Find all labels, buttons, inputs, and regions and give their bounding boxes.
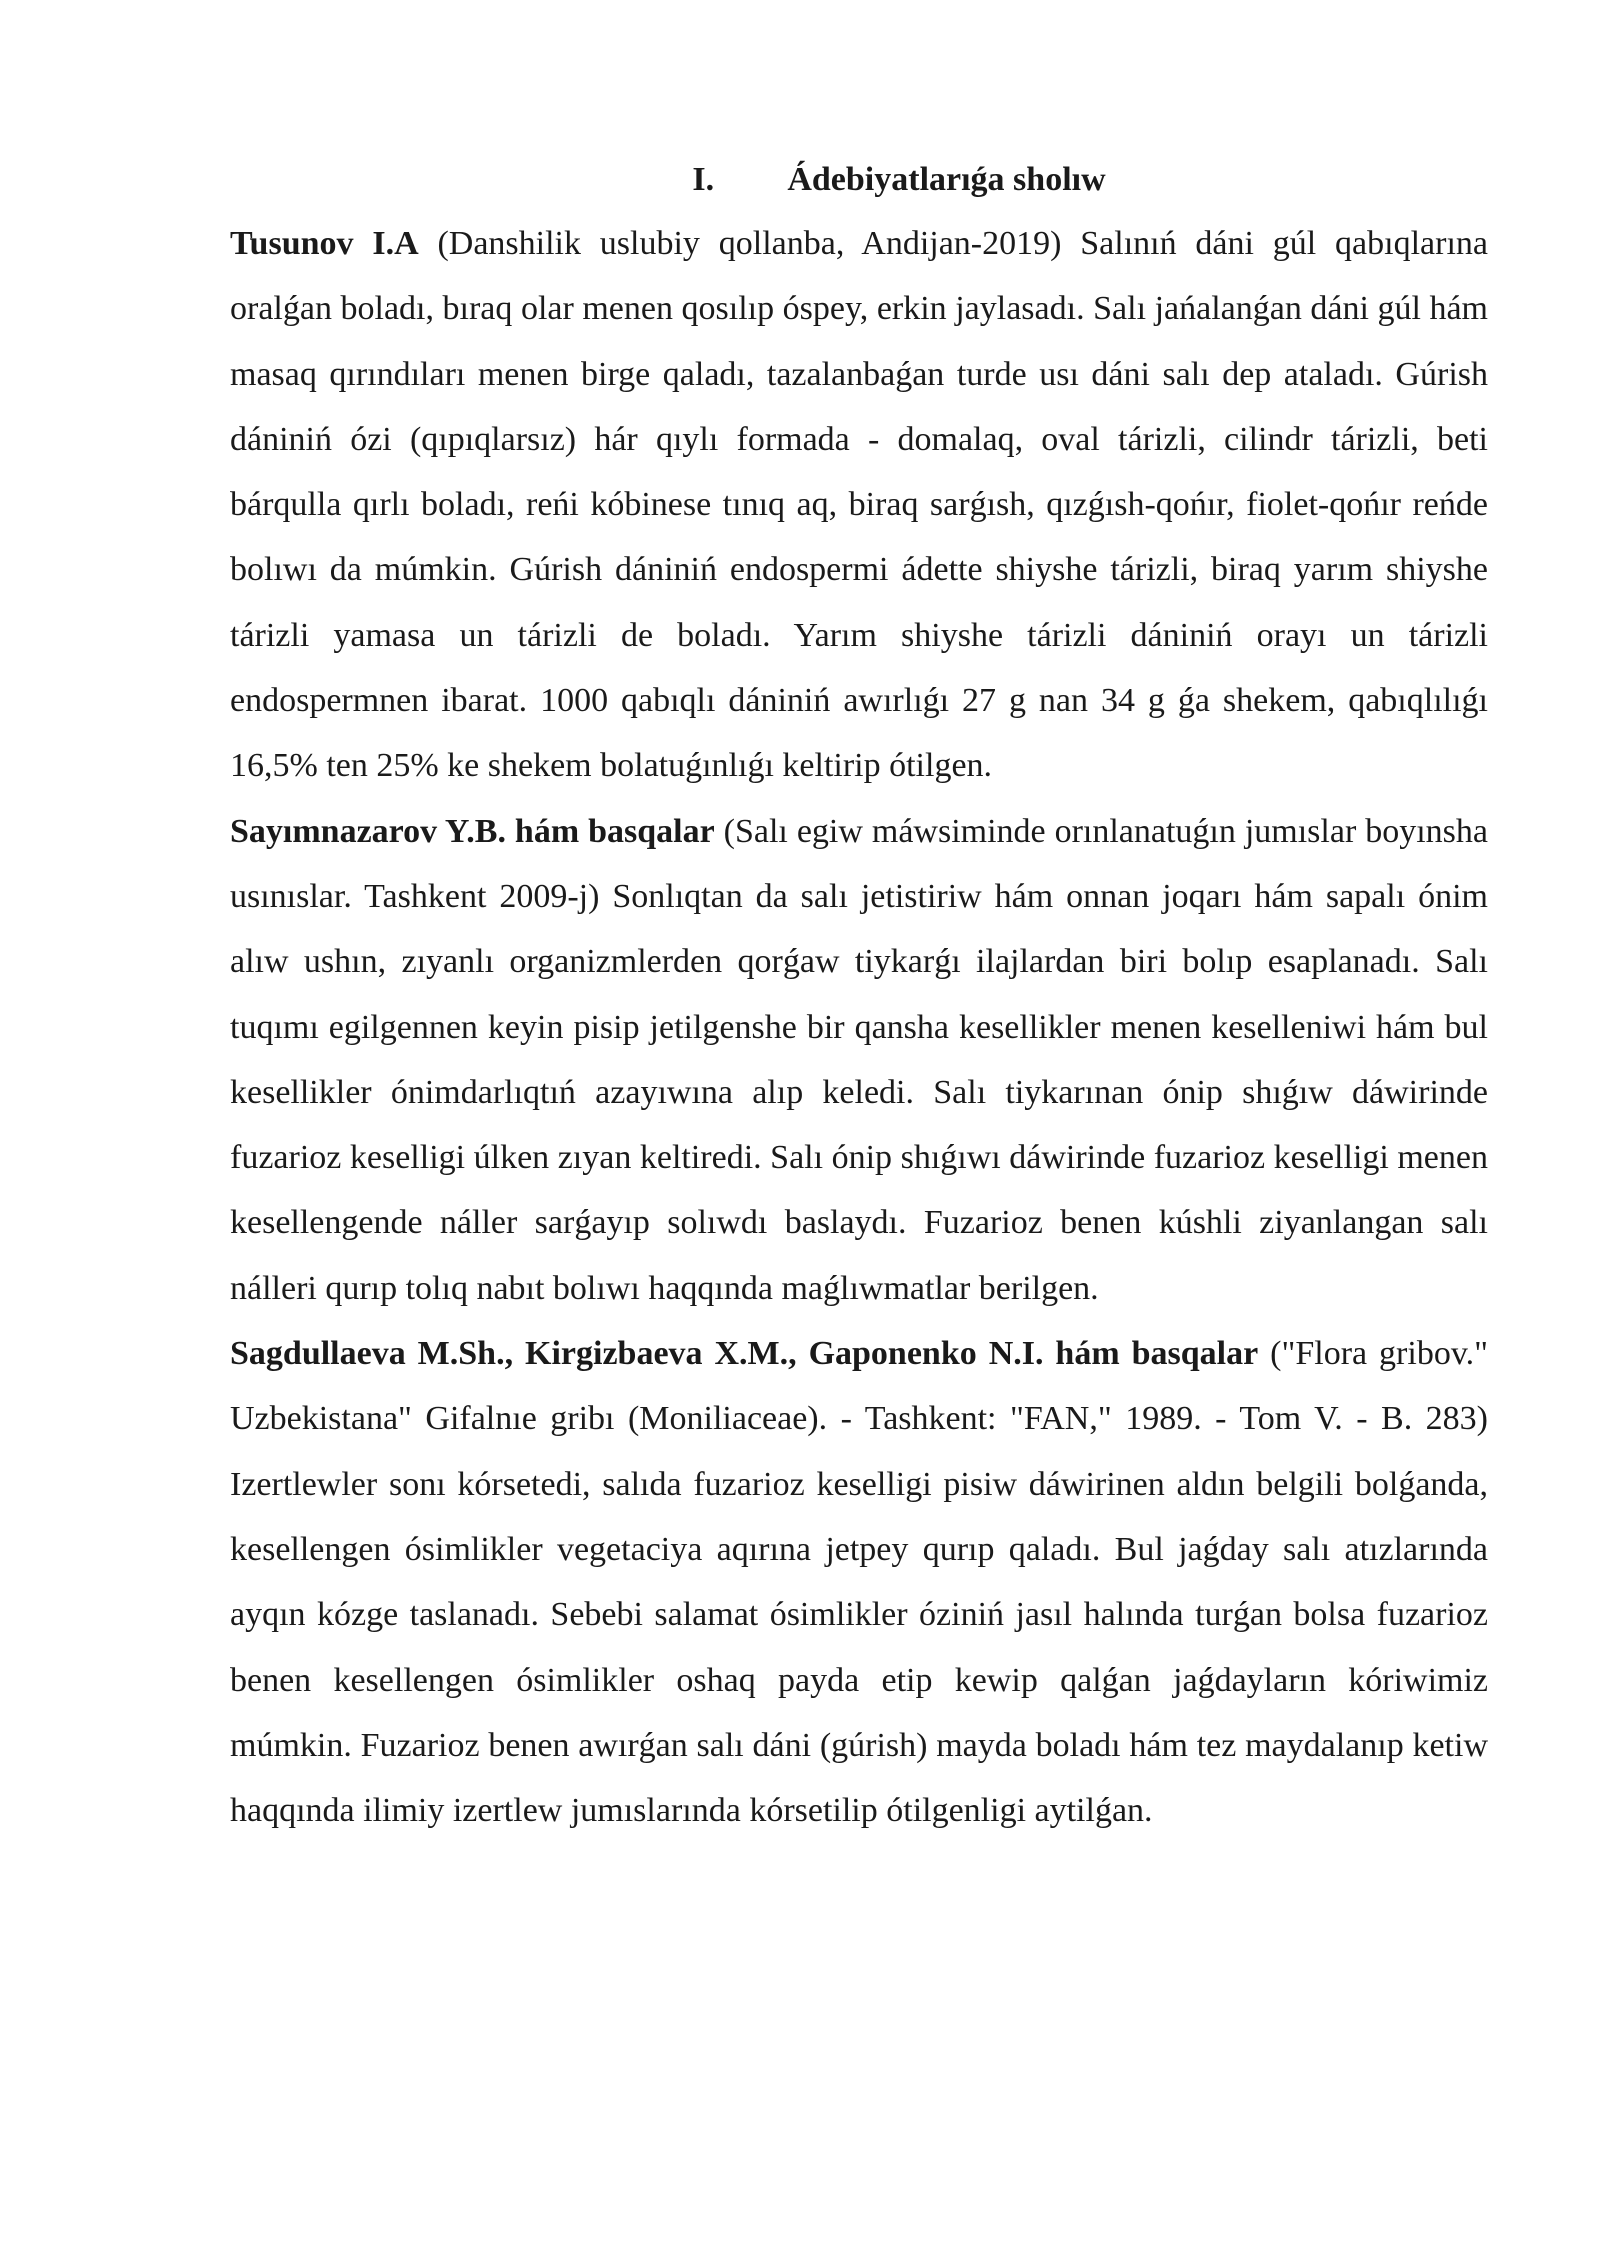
literature-entry-sayimnazarov bbox=[230, 799, 1488, 1321]
entry-text: (Danshilik uslubiy qollanba, Andijan-2019) Salınıń dáni gúl qabıqlarına oralǵan boladı, bıraq olar menen qosılıp óspey, erkin jaylasadı. Salı jańalanǵan dáni gúl hám masaq qırındıları menen birge qaladı, tazalanbaǵan turde usı dáni salı dep ataladı. Gúrish dániniń ózi (qıpıqlarsız) hár qıylı formada - domalaq, oval tárizli, cilindr tárizli, beti bárqulla qırlı boladı, reńi kóbinese tınıq aq, biraq sarǵısh, qızǵısh-qońır, fiolet-qońır reńde bolıwı da múmkin. Gúrish dániniń endospermi ádette shiyshe tárizli, biraq yarım shiyshe tárizli yamasa un tárizli de boladı. Yarım shiyshe tárizli dániniń orayı un tárizli endospermnen ibarat. 1000 qabıqlı dániniń awırlıǵı 27 g nan 34 g ǵa shekem, qabıqlılıǵı 16,5% ten 25% ke shekem bolatuǵınlıǵı keltirip ótilgen. bbox=[230, 225, 1488, 785]
entry-author: Sayımnazarov Y.B. hám basqalar bbox=[230, 812, 715, 850]
page-content bbox=[230, 148, 1488, 1843]
section-heading bbox=[230, 148, 1488, 211]
entry-text: ("Flora gribov." Uzbekistana" Gifalnıe gribı (Moniliaceae). - Tashkent: "FAN," 1989. - Tom V. - B. 283) Izertlewler sonı kórsetedi, salıda fuzarioz keselligi pisiw dáwirinen aldın belgili bolǵanda, kesellengen ósimlikler vegetaciya aqırına jetpey qurıp qaladı. Bul jaǵday salı atızlarında ayqın kózge taslanadı. Sebebi salamat ósimlikler óziniń jasıl halında turǵan bolsa fuzarioz benen kesellengen ósimlikler oshaq payda etip kewip qalǵan jaǵdayların kóriwimiz múmkin. Fuzarioz benen awırǵan salı dáni (gúrish) mayda boladı hám tez maydalanıp ketiw haqqında ilimiy izertlew jumıslarında kórsetilip ótilgenligi aytilǵan. bbox=[230, 1335, 1488, 1830]
section-number: I. bbox=[692, 161, 715, 198]
literature-entry-sagdullaeva bbox=[230, 1321, 1488, 1843]
entry-author: Tusunov I.A bbox=[230, 225, 419, 262]
literature-entry-tusunov bbox=[230, 211, 1488, 799]
entry-text: (Salı egiw máwsiminde orınlanatuǵın jumıslar boyınsha usınıslar. Tashkent 2009-j) Sonlıqtan da salı jetistiriw hám onnan joqarı hám sapalı ónim alıw ushın, zıyanlı organizmlerden qorǵaw tiykarǵı ilajlardan biri bolıp esaplanadı. Salı tuqımı egilgennen keyin pisip jetilgenshe bir qansha kesellikler menen keselleniwi hám bul kesellikler ónimdarlıqtıń azayıwına alıp keledi. Salı tiykarınan ónip shıǵıw dáwirinde fuzarioz keselligi úlken zıyan keltiredi. Salı ónip shıǵıwı dáwirinde fuzarioz keselligi menen kesellengende náller sarǵayıp solıwdı baslaydı. Fuzarioz benen kúshli ziyanlangan salı nálleri qurıp tolıq nabıt bolıwı haqqında maǵlıwmatlar berilgen. bbox=[230, 812, 1488, 1307]
section-title: Ádebiyatlarıǵa sholıw bbox=[787, 161, 1106, 198]
entry-author: Sagdullaeva M.Sh., Kirgizbaeva X.M., Gaponenko N.I. hám basqalar bbox=[230, 1335, 1259, 1373]
